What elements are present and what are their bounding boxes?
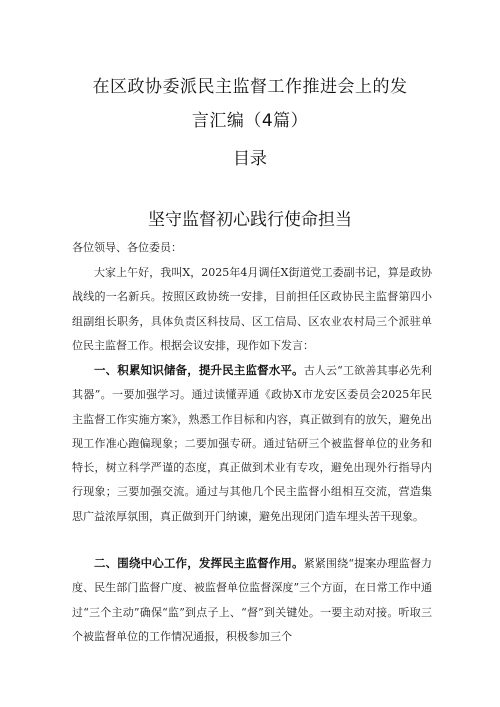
salutation: 各位领导、各位委员： [72, 241, 182, 254]
article-title: 坚守监督初心践行使命担当 [148, 210, 352, 230]
section-1-paragraph [72, 358, 432, 529]
section-2-heading: 二、围绕中心工作，发挥民主监督作用。 [94, 556, 304, 570]
section-2-paragraph [72, 551, 432, 649]
document-title-line-2: 言汇编（4篇） [191, 111, 309, 131]
document-title-line-1: 在区政协委派民主监督工作推进会上的发 [92, 77, 408, 97]
intro-paragraph: 大家上午好，我叫X，2025年4月调任X街道党工委副书记，算是政协战线的一名新兵。按照区政协统一安排，目前担任区政协民主监督第四小组副组长职务，具体负责区科技局、区工信局、区农业农村局三个派驻单位民主监督工作。根据会议安排，现作如下发言： [72, 266, 432, 352]
section-2-text: 紧紧围绕“提案办理监督力度、民生部门监督广度、被监督单位监督深度”三个方面，在日常工作中通过“三个主动”确保“监”到点子上、“督”到关键处。一要主动对接。听取三个被监督单位的工作情况通报，积极参加三个 [72, 557, 433, 643]
toc-heading: 目录 [233, 149, 267, 169]
section-1-heading: 一、积累知识储备，提升民主监督水平。 [94, 363, 304, 377]
section-1-text: 古人云“工欲善其事必先利其器”。一要加强学习。通过读懂弄通《政协X市龙安区委员会2025年民主监督工作实施方案》，熟悉工作目标和内容，真正做到有的放矢，避免出现工作准心跑偏现象；二要加强专研。通过钻研三个被监督单位的业务和特长，树立科学严谨的态度，真正做到术业有专攻，避免出现外行指导内行现象；三要加强交流。通过与其他几个民主监督小组相互交流，营造集思广益浓厚氛围，真正做到开门纳谏，避免出现闭门造车埋头苦干现象。 [72, 364, 433, 523]
